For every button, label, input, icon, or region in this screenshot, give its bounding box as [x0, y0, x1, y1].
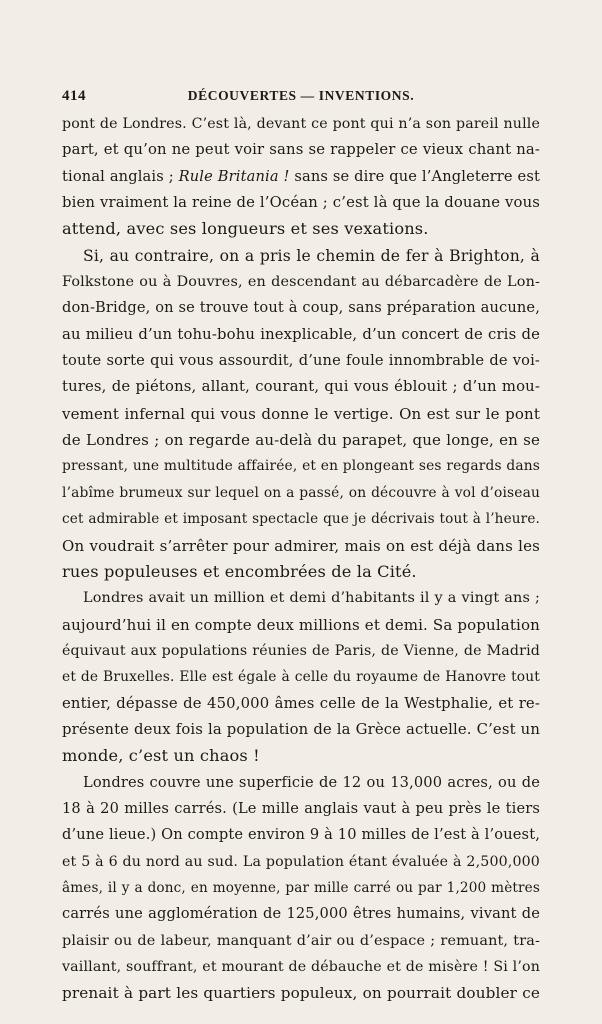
- text-line: tional anglais ; Rule Britania ! sans se dire que l’Angleterre est: [62, 167, 540, 185]
- text-line: âmes, il y a donc, en moyenne, par mille carré ou par 1,200 mètres: [62, 879, 540, 896]
- text-line: vaillant, souffrant, et mourant de débauche et de misère ! Si l’on: [62, 959, 540, 975]
- text-line: et 5 à 6 du nord au sud. La population étant évaluée à 2,500,000: [62, 853, 540, 870]
- text-line: équivaut aux populations réunies de Paris, de Vienne, de Madrid: [62, 642, 540, 659]
- running-title: DÉCOUVERTES — INVENTIONS.: [187, 88, 415, 103]
- text-line: Si, au contraire, on a pris le chemin de fer à Brighton, à: [83, 246, 540, 265]
- page-number: 414: [62, 88, 86, 104]
- text-line: tures, de piétons, allant, courant, qui vous éblouit ; d’un mou-: [62, 378, 540, 396]
- text-line: d’une lieue.) On compte environ 9 à 10 milles de l’est à l’ouest,: [62, 826, 540, 844]
- text-line: attend, avec ses longueurs et ses vexations.: [62, 219, 429, 239]
- text-line: don-Bridge, on se trouve tout à coup, sans préparation aucune,: [62, 299, 540, 317]
- text-line: et de Bruxelles. Elle est égale à celle du royaume de Hanovre tout: [62, 669, 540, 686]
- text-line: pont de Londres. C’est là, devant ce pont qui n’a son pareil nulle: [62, 116, 540, 132]
- text-line: carrés une agglomération de 125,000 êtres humains, vivant de: [62, 905, 540, 923]
- text-line: au milieu d’un tohu-bohu inexplicable, d’un concert de cris de: [62, 325, 540, 343]
- text-line: aujourd’hui il en compte deux millions et demi. Sa population: [62, 615, 540, 634]
- text-line: On voudrait s’arrêter pour admirer, mais on est déjà dans les: [62, 536, 540, 555]
- text-line: pressant, une multitude affairée, et en plongeant ses regards dans: [62, 458, 540, 475]
- text-line: cet admirable et imposant spectacle que je décrivais tout à l’heure.: [62, 511, 540, 528]
- text-line: 18 à 20 milles carrés. (Le mille anglais vaut à peu près le tiers: [62, 799, 540, 817]
- text-line: part, et qu’on ne peut voir sans se rappeler ce vieux chant na-: [62, 141, 540, 159]
- text-line: plaisir ou de labeur, manquant d’air ou d’espace ; remuant, tra-: [62, 932, 540, 949]
- text-line: Londres couvre une superficie de 12 ou 13,000 acres, ou de: [83, 773, 540, 791]
- text-line: Folkstone ou à Douvres, en descendant au débarcadère de Lon-: [62, 274, 540, 291]
- text-line: entier, dépasse de 450,000 âmes celle de la Westphalie, et re-: [62, 694, 540, 712]
- text-line: monde, c’est un chaos !: [62, 746, 260, 766]
- text-line: rues populeuses et encombrées de la Cité.: [62, 561, 417, 581]
- body-text: [62, 111, 540, 1007]
- song-title: Rule Britania !: [178, 167, 290, 185]
- text-line: de Londres ; on regarde au-delà du parapet, que longe, en se: [62, 431, 540, 450]
- text-line: bien vraiment la reine de l’Océan ; c’est là que la douane vous: [62, 194, 540, 212]
- text-line: l’abîme brumeux sur lequel on a passé, on découvre à vol d’oiseau: [62, 484, 540, 501]
- text-line: toute sorte qui vous assourdit, d’une foule innombrable de voi-: [62, 352, 540, 370]
- text-line: présente deux fois la population de la Grèce actuelle. C’est un: [62, 720, 540, 738]
- running-head: [62, 88, 540, 108]
- text-line: Londres avait un million et demi d’habitants il y a vingt ans ;: [83, 590, 540, 607]
- text-line: vement infernal qui vous donne le vertige. On est sur le pont: [62, 404, 540, 423]
- text-line: prenait à part les quartiers populeux, on pourrait doubler ce: [62, 984, 540, 1003]
